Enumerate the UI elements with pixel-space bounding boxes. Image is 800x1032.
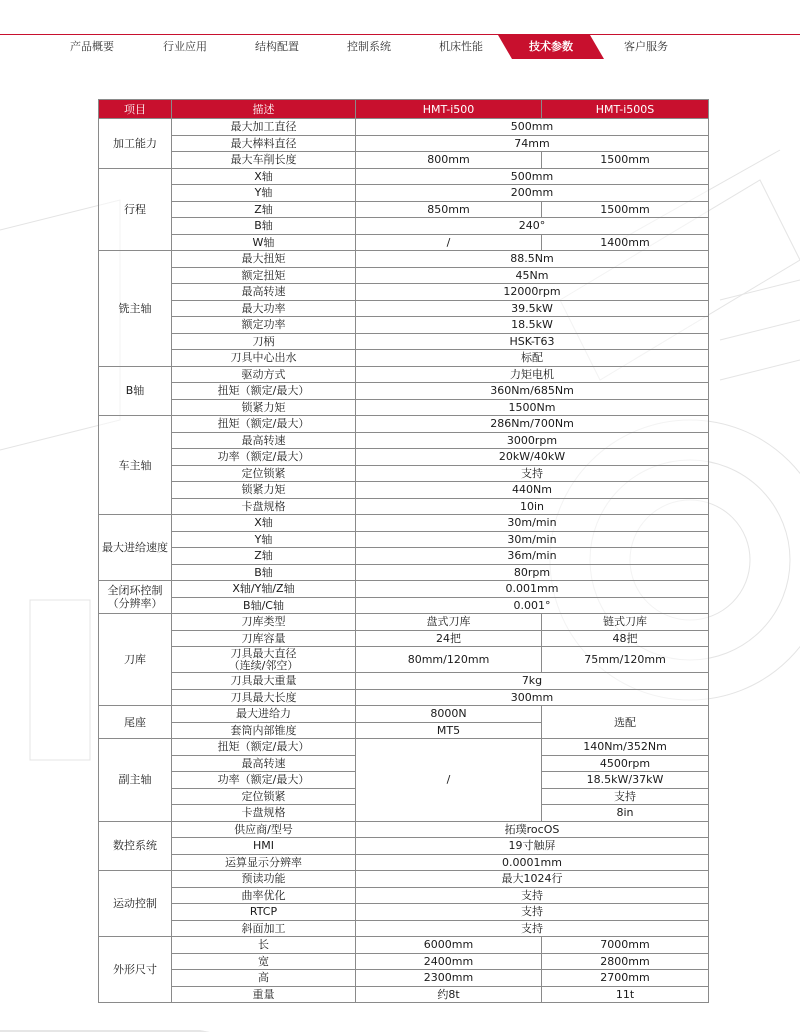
value-cell: HSK-T63 xyxy=(356,333,709,350)
value-cell-a: 8000N xyxy=(356,706,542,723)
table-row xyxy=(99,739,709,756)
desc-cell: 供应商/型号 xyxy=(172,821,356,838)
value-cell: 500mm xyxy=(356,168,709,185)
table-row xyxy=(99,465,709,482)
desc-cell: X轴 xyxy=(172,515,356,532)
category-cell: 铣主轴 xyxy=(99,251,172,367)
desc-cell: 卡盘规格 xyxy=(172,805,356,822)
value-cell-b: 48把 xyxy=(542,630,709,647)
header-description: 描述 xyxy=(172,100,356,119)
value-cell-b: 18.5kW/37kW xyxy=(542,772,709,789)
value-cell: 7kg xyxy=(356,673,709,690)
header-model-a: HMT-i500 xyxy=(356,100,542,119)
value-cell-a: / xyxy=(356,739,542,822)
category-cell: B轴 xyxy=(99,366,172,416)
value-cell-b: 75mm/120mm xyxy=(542,647,709,673)
value-cell: 80rpm xyxy=(356,564,709,581)
table-row xyxy=(99,673,709,690)
desc-cell: 宽 xyxy=(172,953,356,970)
table-row xyxy=(99,937,709,954)
category-cell: 刀库 xyxy=(99,614,172,706)
value-cell-a: 2300mm xyxy=(356,970,542,987)
table-row xyxy=(99,564,709,581)
desc-cell: 预读功能 xyxy=(172,871,356,888)
value-cell-a: 800mm xyxy=(356,152,542,169)
desc-cell: Z轴 xyxy=(172,201,356,218)
desc-cell: RTCP xyxy=(172,904,356,921)
desc-cell: 功率（额定/最大） xyxy=(172,449,356,466)
desc-cell: 重量 xyxy=(172,986,356,1003)
table-row xyxy=(99,432,709,449)
table-row xyxy=(99,597,709,614)
desc-cell: 套筒内部锥度 xyxy=(172,722,356,739)
value-cell: 支持 xyxy=(356,887,709,904)
desc-cell: 高 xyxy=(172,970,356,987)
value-cell-b: 1500mm xyxy=(542,152,709,169)
desc-cell: 刀柄 xyxy=(172,333,356,350)
value-cell-a: 24把 xyxy=(356,630,542,647)
desc-cell: 最大车削长度 xyxy=(172,152,356,169)
desc-cell: Y轴 xyxy=(172,531,356,548)
table-row xyxy=(99,218,709,235)
table-row xyxy=(99,284,709,301)
table-row xyxy=(99,333,709,350)
table-row xyxy=(99,689,709,706)
desc-cell: 斜面加工 xyxy=(172,920,356,937)
desc-cell: 驱动方式 xyxy=(172,366,356,383)
desc-cell: 最高转速 xyxy=(172,432,356,449)
value-cell: 支持 xyxy=(356,904,709,921)
desc-cell: X轴/Y轴/Z轴 xyxy=(172,581,356,598)
desc-cell: W轴 xyxy=(172,234,356,251)
value-cell: 0.0001mm xyxy=(356,854,709,871)
value-cell: 支持 xyxy=(356,920,709,937)
value-cell: 12000rpm xyxy=(356,284,709,301)
value-cell: 力矩电机 xyxy=(356,366,709,383)
value-cell: 300mm xyxy=(356,689,709,706)
value-cell: 拓璞rocOS xyxy=(356,821,709,838)
desc-cell: 运算显示分辨率 xyxy=(172,854,356,871)
desc-cell: 最大棒料直径 xyxy=(172,135,356,152)
value-cell: 10in xyxy=(356,498,709,515)
nav-item-applications[interactable]: 行业应用 xyxy=(163,40,207,53)
value-cell-b: 2700mm xyxy=(542,970,709,987)
value-cell: 286Nm/700Nm xyxy=(356,416,709,433)
value-cell-b: 7000mm xyxy=(542,937,709,954)
value-cell: 支持 xyxy=(356,465,709,482)
category-line-1: 全闭环控制 xyxy=(107,584,163,597)
value-cell: 1500Nm xyxy=(356,399,709,416)
desc-cell: 长 xyxy=(172,937,356,954)
value-cell: 18.5kW xyxy=(356,317,709,334)
desc-cell: 刀具最大重量 xyxy=(172,673,356,690)
desc-line-1: 刀具最大直径 xyxy=(230,646,297,660)
desc-cell: 最高转速 xyxy=(172,284,356,301)
value-cell: 最大1024行 xyxy=(356,871,709,888)
table-row xyxy=(99,986,709,1003)
category-cell xyxy=(99,581,172,614)
category-cell: 外形尺寸 xyxy=(99,937,172,1003)
value-cell: 30m/min xyxy=(356,531,709,548)
desc-cell: B轴 xyxy=(172,218,356,235)
table-row xyxy=(99,300,709,317)
value-cell: 440Nm xyxy=(356,482,709,499)
nav-item-overview[interactable]: 产品概要 xyxy=(70,40,114,53)
desc-cell: 扭矩（额定/最大） xyxy=(172,383,356,400)
desc-cell: 功率（额定/最大） xyxy=(172,772,356,789)
table-row xyxy=(99,953,709,970)
value-cell-b: 11t xyxy=(542,986,709,1003)
table-row xyxy=(99,515,709,532)
nav-item-specifications[interactable]: 技术参数 xyxy=(529,40,573,53)
value-cell: 30m/min xyxy=(356,515,709,532)
nav-item-structure[interactable]: 结构配置 xyxy=(255,40,299,53)
table-row xyxy=(99,630,709,647)
value-cell-a: 850mm xyxy=(356,201,542,218)
table-row xyxy=(99,581,709,598)
category-cell: 运动控制 xyxy=(99,871,172,937)
table-row xyxy=(99,317,709,334)
spec-table xyxy=(98,99,709,1003)
value-cell-a: / xyxy=(356,234,542,251)
value-cell-b: 4500rpm xyxy=(542,755,709,772)
table-row xyxy=(99,531,709,548)
table-row xyxy=(99,821,709,838)
desc-cell: 扭矩（额定/最大） xyxy=(172,416,356,433)
table-row xyxy=(99,267,709,284)
desc-cell: Z轴 xyxy=(172,548,356,565)
table-row xyxy=(99,449,709,466)
table-row xyxy=(99,498,709,515)
table-row xyxy=(99,185,709,202)
value-cell: 88.5Nm xyxy=(356,251,709,268)
desc-cell: 刀具中心出水 xyxy=(172,350,356,367)
category-cell: 行程 xyxy=(99,168,172,251)
value-cell-b: 1500mm xyxy=(542,201,709,218)
table-row xyxy=(99,920,709,937)
value-cell-a: MT5 xyxy=(356,722,542,739)
desc-cell: 刀库容量 xyxy=(172,630,356,647)
value-cell-a: 80mm/120mm xyxy=(356,647,542,673)
footer-accent xyxy=(0,1024,800,1032)
value-cell-b: 1400mm xyxy=(542,234,709,251)
nav-item-control-system[interactable]: 控制系统 xyxy=(347,40,391,53)
table-row xyxy=(99,887,709,904)
desc-cell: Y轴 xyxy=(172,185,356,202)
desc-cell: 额定扭矩 xyxy=(172,267,356,284)
value-cell: 20kW/40kW xyxy=(356,449,709,466)
nav-item-service[interactable]: 客户服务 xyxy=(624,40,668,53)
spec-table-container xyxy=(98,99,708,1003)
table-row xyxy=(99,234,709,251)
value-cell-a: 盘式刀库 xyxy=(356,614,542,631)
table-row xyxy=(99,399,709,416)
value-cell-b: 140Nm/352Nm xyxy=(542,739,709,756)
value-cell: 标配 xyxy=(356,350,709,367)
desc-cell: 锁紧力矩 xyxy=(172,482,356,499)
desc-cell: 定位锁紧 xyxy=(172,788,356,805)
table-row xyxy=(99,350,709,367)
table-row xyxy=(99,548,709,565)
desc-cell: X轴 xyxy=(172,168,356,185)
table-row xyxy=(99,168,709,185)
nav-item-performance[interactable]: 机床性能 xyxy=(439,40,483,53)
value-cell-b: 支持 xyxy=(542,788,709,805)
table-row xyxy=(99,904,709,921)
value-cell-b: 链式刀库 xyxy=(542,614,709,631)
section-nav-bar xyxy=(0,35,800,59)
value-cell: 3000rpm xyxy=(356,432,709,449)
table-row xyxy=(99,482,709,499)
desc-cell: 定位锁紧 xyxy=(172,465,356,482)
value-cell: 36m/min xyxy=(356,548,709,565)
table-row xyxy=(99,135,709,152)
category-line-2: （分辨率） xyxy=(107,597,163,610)
desc-cell: B轴/C轴 xyxy=(172,597,356,614)
desc-cell: 最大扭矩 xyxy=(172,251,356,268)
table-row xyxy=(99,647,709,673)
desc-cell: 最大进给力 xyxy=(172,706,356,723)
value-cell-b: 选配 xyxy=(542,706,709,739)
table-row xyxy=(99,119,709,136)
table-row xyxy=(99,366,709,383)
value-cell: 200mm xyxy=(356,185,709,202)
table-row xyxy=(99,416,709,433)
table-row xyxy=(99,383,709,400)
category-cell: 副主轴 xyxy=(99,739,172,822)
desc-cell: 卡盘规格 xyxy=(172,498,356,515)
value-cell: 45Nm xyxy=(356,267,709,284)
value-cell: 360Nm/685Nm xyxy=(356,383,709,400)
value-cell: 39.5kW xyxy=(356,300,709,317)
desc-cell: HMI xyxy=(172,838,356,855)
value-cell: 0.001mm xyxy=(356,581,709,598)
value-cell-b: 2800mm xyxy=(542,953,709,970)
table-row xyxy=(99,706,709,723)
desc-cell: 额定功率 xyxy=(172,317,356,334)
category-cell: 加工能力 xyxy=(99,119,172,169)
category-cell: 尾座 xyxy=(99,706,172,739)
desc-cell: B轴 xyxy=(172,564,356,581)
desc-cell: 扭矩（额定/最大） xyxy=(172,739,356,756)
desc-cell: 最大功率 xyxy=(172,300,356,317)
category-cell: 车主轴 xyxy=(99,416,172,515)
desc-line-2: （连续/邻空） xyxy=(228,658,299,672)
header-model-b: HMT-i500S xyxy=(542,100,709,119)
value-cell: 19寸触屏 xyxy=(356,838,709,855)
table-row xyxy=(99,152,709,169)
category-cell: 数控系统 xyxy=(99,821,172,871)
desc-cell: 最高转速 xyxy=(172,755,356,772)
table-row xyxy=(99,201,709,218)
desc-cell: 刀具最大长度 xyxy=(172,689,356,706)
desc-cell xyxy=(172,647,356,673)
table-row xyxy=(99,970,709,987)
value-cell-a: 约8t xyxy=(356,986,542,1003)
value-cell-a: 2400mm xyxy=(356,953,542,970)
table-header-row xyxy=(99,100,709,119)
category-cell: 最大进给速度 xyxy=(99,515,172,581)
value-cell-b: 8in xyxy=(542,805,709,822)
value-cell: 74mm xyxy=(356,135,709,152)
table-row xyxy=(99,871,709,888)
value-cell: 500mm xyxy=(356,119,709,136)
table-row xyxy=(99,614,709,631)
header-item: 项目 xyxy=(99,100,172,119)
value-cell: 0.001° xyxy=(356,597,709,614)
value-cell-a: 6000mm xyxy=(356,937,542,954)
table-row xyxy=(99,838,709,855)
table-row xyxy=(99,854,709,871)
table-row xyxy=(99,251,709,268)
desc-cell: 曲率优化 xyxy=(172,887,356,904)
desc-cell: 锁紧力矩 xyxy=(172,399,356,416)
desc-cell: 最大加工直径 xyxy=(172,119,356,136)
value-cell: 240° xyxy=(356,218,709,235)
desc-cell: 刀库类型 xyxy=(172,614,356,631)
